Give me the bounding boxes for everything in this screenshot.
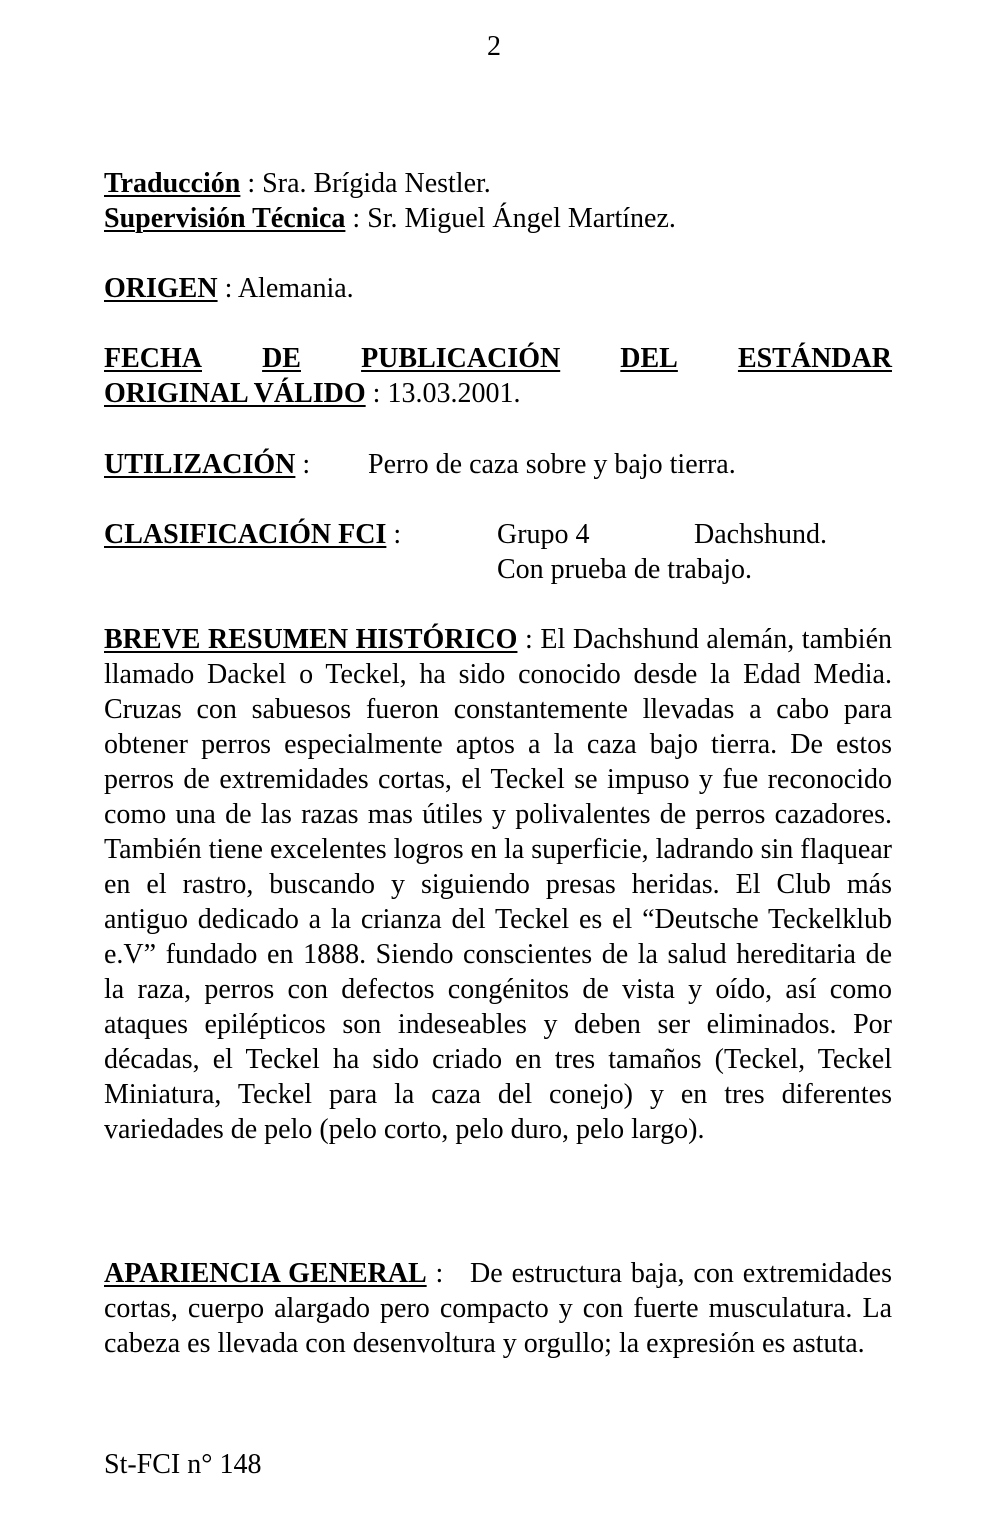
origin-value: Alemania.: [237, 273, 354, 304]
history-label: BREVE RESUMEN HISTÓRICO: [104, 624, 518, 655]
appearance-label: APARIENCIA GENERAL: [104, 1258, 427, 1289]
classification-note: Con prueba de trabajo.: [497, 554, 753, 585]
utilization-label: UTILIZACIÓN: [104, 449, 296, 480]
appearance-separator: :: [426, 1258, 471, 1289]
appearance-text: De estructura baja, con extremidades cortas, cuerpo alargado pero compacto y con fuerte musculatura. La cabeza es llevada con desenvoltura y orgullo; la expresión es astuta.: [104, 1258, 893, 1359]
translation-separator: :: [240, 168, 263, 199]
publication-word: FECHA: [104, 343, 202, 374]
translation-line: [104, 166, 892, 201]
classification-group: Grupo 4: [497, 519, 590, 550]
origin-separator: :: [217, 273, 238, 304]
translation-value: Sra. Brígida Nestler.: [262, 168, 491, 199]
publication-date-line: [104, 376, 892, 411]
supervision-separator: :: [345, 203, 368, 234]
supervision-line: [104, 201, 892, 236]
standard-reference-footer: St-FCI n° 148: [104, 1449, 262, 1480]
publication-date-value: 13.03.2001.: [387, 378, 521, 409]
classification-line: [104, 517, 892, 552]
origin-label: ORIGEN: [104, 273, 218, 304]
utilization-line: [104, 447, 892, 482]
publication-word: DE: [262, 343, 301, 374]
origin-line: [104, 271, 892, 306]
history-text: El Dachshund alemán, también llamado Dackel o Teckel, ha sido conocido desde la Edad Media. Cruzas con sabuesos fueron constantemente llevadas a cabo para obtener perros especialmente aptos a la caza bajo tierra. De estos perros de extremidades cortas, el Teckel se impuso y fue reconocido como una de las razas mas útiles y polivalentes de perros cazadores. También tiene excelentes logros en la superficie, ladrando sin flaquear en el rastro, buscando y siguiendo presas heridas. El Club más antiguo dedicado a la crianza del Teckel es el “Deutsche Teckelklub e.V” fundado en 1888. Siendo conscientes de la salud hereditaria de la raza, perros con defectos congénitos de vista y oído, así como ataques epilépticos son indeseables y deben ser eliminados. Por décadas, el Teckel ha sido criado en tres tamaños (Teckel, Teckel Miniatura, Teckel para la caza del conejo) y en tres diferentes variedades de pelo (pelo corto, pelo duro, pelo largo).: [104, 624, 893, 1145]
history-paragraph: [104, 622, 892, 1147]
classification-separator: :: [386, 519, 402, 550]
publication-word: PUBLICACIÓN: [361, 343, 561, 374]
supervision-value: Sr. Miguel Ángel Martínez.: [367, 203, 676, 234]
classification-breed: Dachshund.: [694, 519, 827, 550]
classification-label: CLASIFICACIÓN FCI: [104, 519, 387, 550]
page-number: 2: [487, 31, 501, 62]
supervision-label: Supervisión Técnica: [104, 203, 346, 234]
publication-word: DEL: [620, 343, 678, 374]
publication-separator: :: [365, 378, 388, 409]
translation-label: Traducción: [104, 168, 241, 199]
publication-word: ESTÁNDAR: [737, 343, 892, 374]
utilization-separator: :: [295, 449, 311, 480]
utilization-value: Perro de caza sobre y bajo tierra.: [368, 449, 736, 480]
publication-label-line2: ORIGINAL VÁLIDO: [104, 378, 366, 409]
history-separator: :: [517, 624, 541, 655]
general-appearance-paragraph: [104, 1256, 892, 1361]
publication-date-heading: [104, 341, 892, 376]
